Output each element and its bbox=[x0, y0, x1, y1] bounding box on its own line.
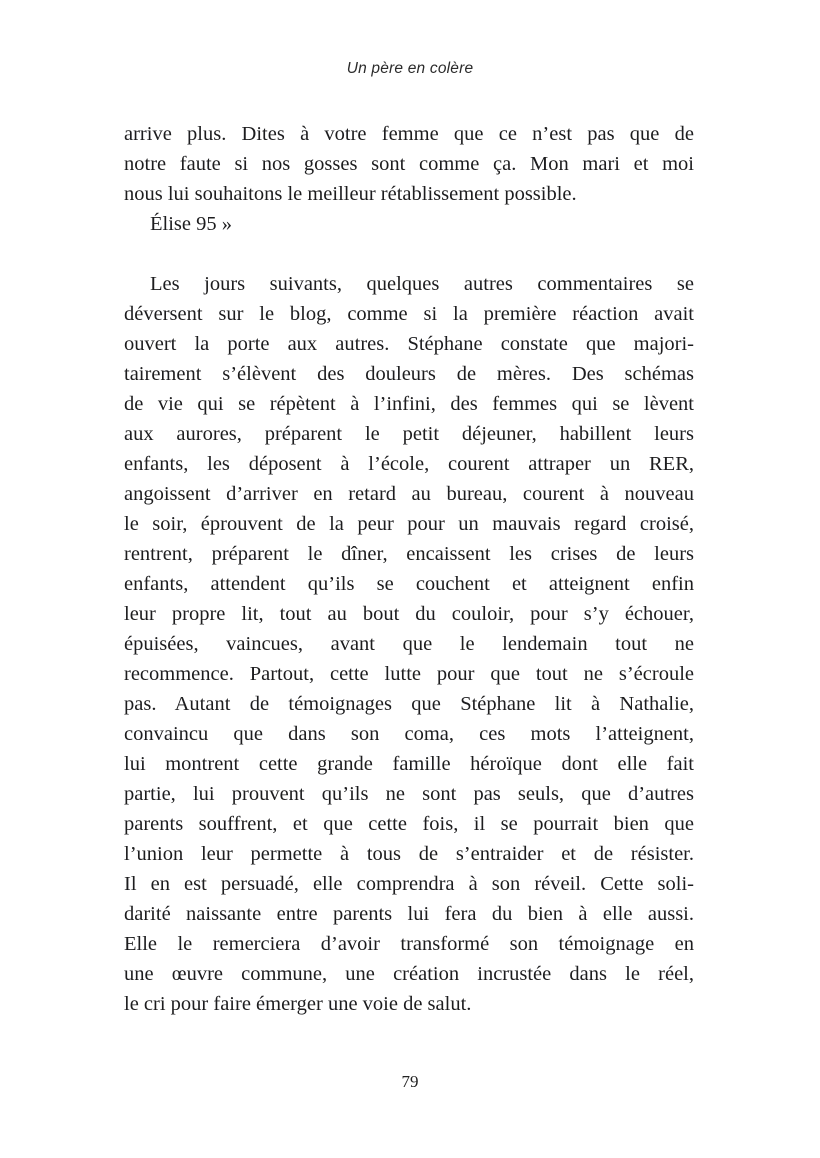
paragraph bbox=[124, 209, 694, 239]
running-header: Un père en colère bbox=[346, 60, 474, 77]
text-line: leur propre lit, tout au bout du couloir, pour s’y échouer, bbox=[124, 603, 694, 625]
text-line: arrive plus. Dites à votre femme que ce n’est pas que de bbox=[124, 123, 694, 145]
text-line: enfants, les déposent à l’école, courent attraper un RER, bbox=[124, 453, 694, 475]
text-line: l’union leur permette à tous de s’entraider et de résister. bbox=[124, 843, 694, 865]
body-text bbox=[124, 119, 694, 1019]
text-line: enfants, attendent qu’ils se couchent et atteignent enfin bbox=[124, 573, 694, 595]
paragraph bbox=[124, 119, 694, 209]
text-line: angoissent d’arriver en retard au bureau, courent à nouveau bbox=[124, 483, 694, 505]
text-line: Les jours suivants, quelques autres commentaires se bbox=[150, 273, 694, 295]
text-line: tairement s’élèvent des douleurs de mères. Des schémas bbox=[124, 363, 694, 385]
text-line: pas. Autant de témoignages que Stéphane lit à Nathalie, bbox=[124, 693, 694, 715]
text-line: Il en est persuadé, elle comprendra à son réveil. Cette soli- bbox=[124, 873, 694, 895]
text-line: nous lui souhaitons le meilleur rétablissement possible. bbox=[124, 183, 577, 205]
paragraph bbox=[124, 269, 694, 1019]
text-line: parents souffrent, et que cette fois, il se pourrait bien que bbox=[124, 813, 694, 835]
text-line: le cri pour faire émerger une voie de salut. bbox=[124, 993, 472, 1015]
text-line: convaincu que dans son coma, ces mots l’atteignent, bbox=[124, 723, 694, 745]
text-line: Élise 95 » bbox=[150, 213, 232, 235]
text-line: recommence. Partout, cette lutte pour que tout ne s’écroule bbox=[124, 663, 694, 685]
text-line: épuisées, vaincues, avant que le lendemain tout ne bbox=[124, 633, 694, 655]
text-line: une œuvre commune, une création incrustée dans le réel, bbox=[124, 963, 694, 985]
text-line: Elle le remerciera d’avoir transformé son témoignage en bbox=[124, 933, 694, 955]
page-number: 79 bbox=[401, 1072, 419, 1091]
text-line: déversent sur le blog, comme si la première réaction avait bbox=[124, 303, 694, 325]
text-line: ouvert la porte aux autres. Stéphane constate que majori- bbox=[124, 333, 694, 355]
text-line: notre faute si nos gosses sont comme ça. Mon mari et moi bbox=[124, 153, 694, 175]
text-line: de vie qui se répètent à l’infini, des femmes qui se lèvent bbox=[124, 393, 694, 415]
text-line: partie, lui prouvent qu’ils ne sont pas seuls, que d’autres bbox=[124, 783, 694, 805]
text-line: rentrent, préparent le dîner, encaissent les crises de leurs bbox=[124, 543, 694, 565]
text-line: darité naissante entre parents lui fera du bien à elle aussi. bbox=[124, 903, 694, 925]
text-line: lui montrent cette grande famille héroïque dont elle fait bbox=[124, 753, 694, 775]
text-line: le soir, éprouvent de la peur pour un mauvais regard croisé, bbox=[124, 513, 694, 535]
text-line: aux aurores, préparent le petit déjeuner, habillent leurs bbox=[124, 423, 694, 445]
